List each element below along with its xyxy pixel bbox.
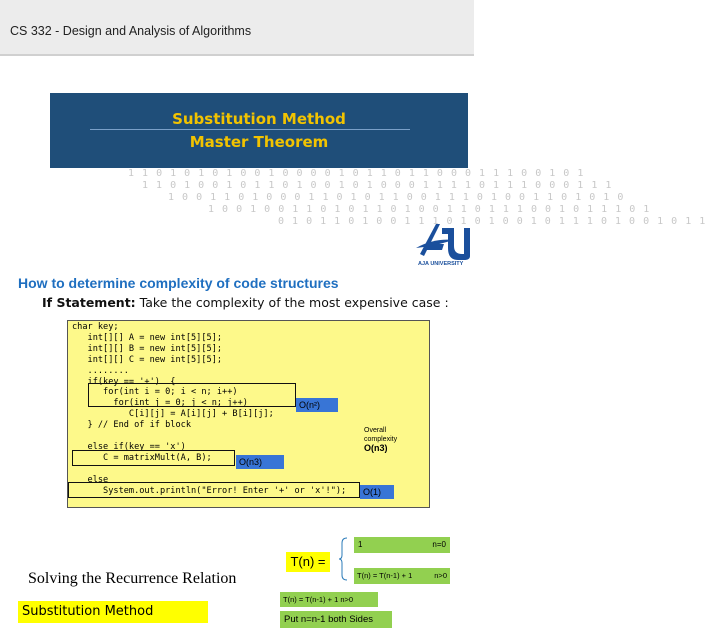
code-line: for(int i = 0; i < n; i++) bbox=[72, 387, 238, 398]
code-line: char key; bbox=[72, 322, 119, 332]
if-statement-rule bbox=[42, 295, 449, 310]
binary-row: 1 1 0 1 0 0 1 0 1 1 0 1 0 0 1 0 1 0 0 0 1 1 1 1 0 1 1 1 0 0 0 1 1 1 bbox=[142, 180, 613, 191]
base-case-value: 1 bbox=[358, 540, 363, 549]
code-line: C[i][j] = A[i][j] + B[i][j]; bbox=[72, 409, 274, 420]
binary-row: 1 1 0 1 0 1 0 1 0 0 1 0 0 0 0 1 0 1 1 0 1 1 0 0 0 1 1 1 0 0 1 0 1 bbox=[128, 168, 585, 179]
university-logo-icon bbox=[414, 218, 472, 266]
substitution-step-2: Put n=n-1 both Sides bbox=[280, 611, 392, 628]
nested-loop-highlight bbox=[88, 383, 296, 407]
banner-title-line2: Master Theorem bbox=[189, 133, 329, 151]
code-line: int[][] C = new int[5][5]; bbox=[72, 354, 223, 365]
recurrence-tn-label: T(n) = bbox=[286, 552, 330, 572]
code-line: else bbox=[72, 474, 109, 485]
code-line: if(key == '+') { bbox=[72, 376, 176, 387]
base-case-condition: n=0 bbox=[432, 540, 446, 549]
code-line bbox=[72, 431, 346, 442]
mult-complexity-tag: O(n3) bbox=[236, 455, 284, 469]
code-line: int[][] A = new int[5][5]; bbox=[72, 332, 223, 343]
code-line: ........ bbox=[72, 365, 129, 376]
overall-value: O(n3) bbox=[364, 443, 388, 453]
code-line: int[][] B = new int[5][5]; bbox=[72, 343, 223, 354]
code-line: else if(key == 'x') bbox=[72, 441, 186, 452]
code-line: System.out.println("Error! Enter '+' or 'x'!"); bbox=[72, 485, 347, 496]
code-line: for(int j = 0; j < n; j++) bbox=[72, 398, 248, 409]
code-line: C = matrixMult(A, B); bbox=[72, 452, 212, 463]
println-highlight bbox=[68, 482, 360, 498]
section-heading: How to determine complexity of code structures bbox=[18, 275, 339, 291]
loop-complexity-tag: O(n²) bbox=[296, 398, 338, 412]
curly-brace-icon bbox=[338, 537, 348, 581]
substitution-step-1: T(n) = T(n-1) + 1 n>0 bbox=[280, 592, 378, 607]
banner-divider bbox=[90, 129, 410, 130]
recursive-case-box bbox=[354, 568, 450, 584]
overall-complexity-note bbox=[364, 426, 397, 454]
if-label: If Statement: bbox=[42, 295, 136, 310]
print-complexity-tag: O(1) bbox=[360, 485, 394, 499]
banner-title-line1: Substitution Method bbox=[172, 110, 346, 128]
substitution-method-label: Substitution Method bbox=[18, 601, 208, 623]
code-line: } // End of if block bbox=[72, 420, 191, 431]
binary-row: 1 0 0 1 1 0 1 0 0 0 1 1 0 1 0 1 1 0 0 1 1 1 0 1 0 0 1 1 0 1 0 1 0 bbox=[168, 192, 625, 203]
course-title: CS 332 - Design and Analysis of Algorithms bbox=[10, 24, 252, 38]
header-divider bbox=[0, 54, 474, 56]
logo-caption: AJA UNIVERSITY bbox=[418, 261, 464, 267]
recursive-case-condition: n>0 bbox=[434, 571, 447, 580]
matrix-mult-highlight bbox=[72, 450, 235, 466]
title-banner bbox=[50, 93, 468, 168]
binary-row: 0 1 0 1 1 0 1 0 0 1 1 1 0 1 0 1 0 0 1 0 1 1 1 0 1 0 0 1 0 1 1 bbox=[278, 216, 706, 227]
overall-label: Overall bbox=[364, 427, 387, 434]
slide-header bbox=[0, 0, 474, 54]
complexity-label: complexity bbox=[364, 436, 398, 443]
base-case-box bbox=[354, 537, 450, 553]
recursive-case-expr: T(n) = T(n-1) + 1 bbox=[357, 571, 413, 580]
if-text: Take the complexity of the most expensive case : bbox=[135, 295, 449, 310]
binary-row: 1 0 0 1 0 0 1 1 0 1 0 1 1 0 1 0 0 1 1 0 1 1 1 0 0 1 0 1 1 1 0 1 bbox=[208, 204, 651, 215]
solving-heading: Solving the Recurrence Relation bbox=[28, 570, 237, 587]
